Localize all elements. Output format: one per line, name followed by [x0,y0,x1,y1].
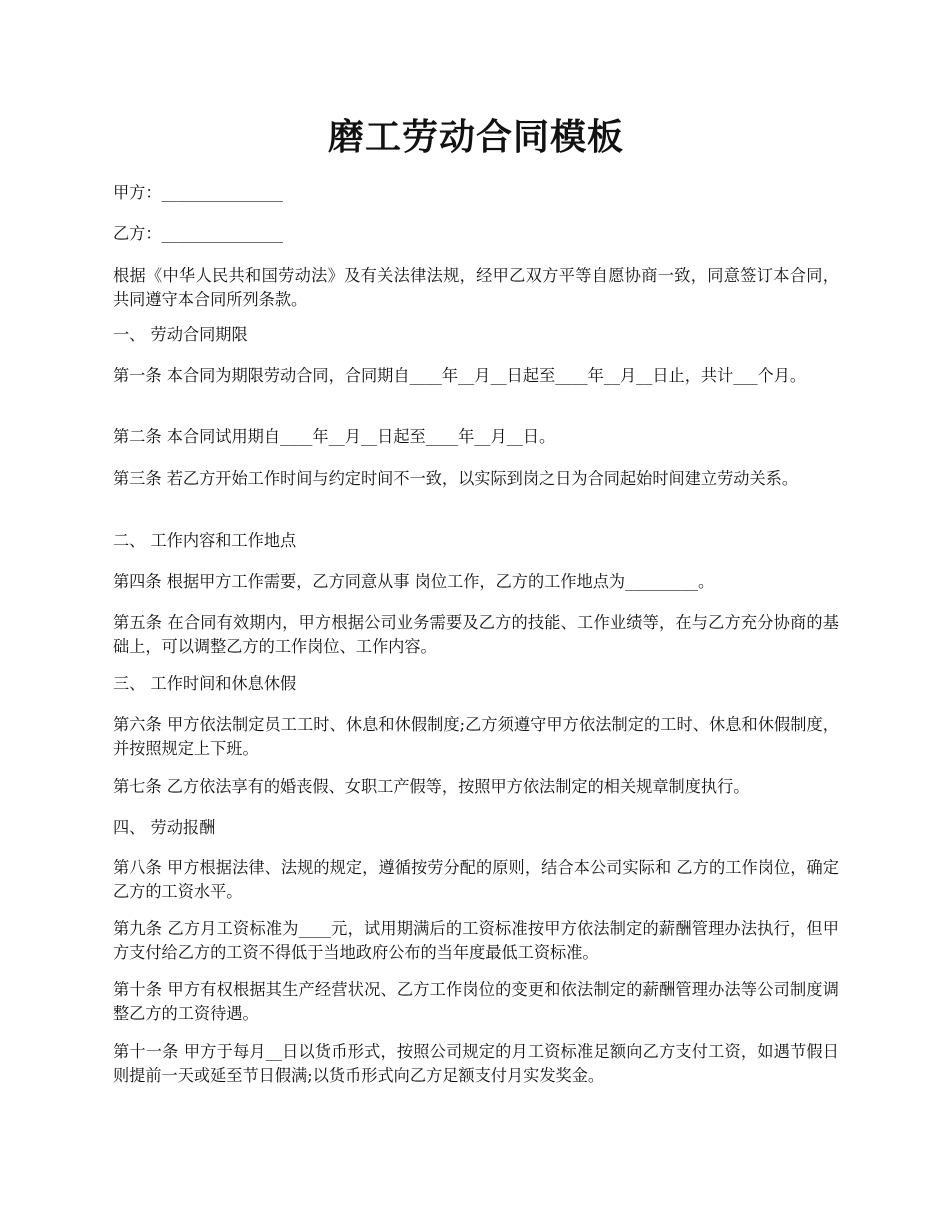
document-title: 磨工劳动合同模板 [327,116,624,158]
party-a-line: 甲方：_______________ [113,183,283,202]
article-1: 第一条 本合同为期限劳动合同，合同期自____年__月__日起至____年__月__日止，共计___个月。 [113,366,807,385]
article-3: 第三条 若乙方开始工作时间与约定时间不一致，以实际到岗之日为合同起始时间建立劳动关系。 [113,469,799,488]
party-b-line: 乙方：_______________ [113,224,283,243]
article-11: 第十一条 甲方于每月__日以货币形式，按照公司规定的月工资标准足额向乙方支付工资，如遇节假日则提前一天或延至节日假满;以货币形式向乙方足额支付月实发奖金。 [113,1042,839,1085]
article-5: 第五条 在合同有效期内，甲方根据公司业务需要及乙方的技能、工作业绩等，在与乙方充分协商的基础上，可以调整乙方的工作岗位、工作内容。 [113,613,839,656]
preamble-paragraph: 根据《中华人民共和国劳动法》及有关法律法规，经甲乙双方平等自愿协商一致，同意签订本合同，共同遵守本合同所列条款。 [113,266,839,309]
section-heading-4: 四、 劳动报酬 [113,818,216,837]
article-2: 第二条 本合同试用期自____年__月__日起至____年__月__日。 [113,427,556,446]
article-8: 第八条 甲方根据法律、法规的规定，遵循按劳分配的原则，结合本公司实际和 乙方的工作岗位，确定乙方的工资水平。 [113,858,839,901]
article-7: 第七条 乙方依法享有的婚丧假、女职工产假等，按照甲方依法制定的相关规章制度执行。 [113,777,750,796]
article-9: 第九条 乙方月工资标准为____元，试用期满后的工资标准按甲方依法制定的薪酬管理办法执行，但甲方支付给乙方的工资不得低于当地政府公布的当年度最低工资标准。 [113,919,839,962]
article-6: 第六条 甲方依法制定员工工时、休息和休假制度;乙方须遵守甲方依法制定的工时、休息和休假制度，并按照规定上下班。 [113,715,839,758]
section-heading-3: 三、 工作时间和休息休假 [113,674,297,693]
article-10: 第十条 甲方有权根据其生产经营状况、乙方工作岗位的变更和依法制定的薪酬管理办法等公司制度调整乙方的工资待遇。 [113,980,839,1023]
article-4: 第四条 根据甲方工作需要，乙方同意从事 岗位工作，乙方的工作地点为_________。 [113,572,715,591]
section-heading-2: 二、 工作内容和工作地点 [113,531,297,550]
section-heading-1: 一、 劳动合同期限 [113,325,248,344]
